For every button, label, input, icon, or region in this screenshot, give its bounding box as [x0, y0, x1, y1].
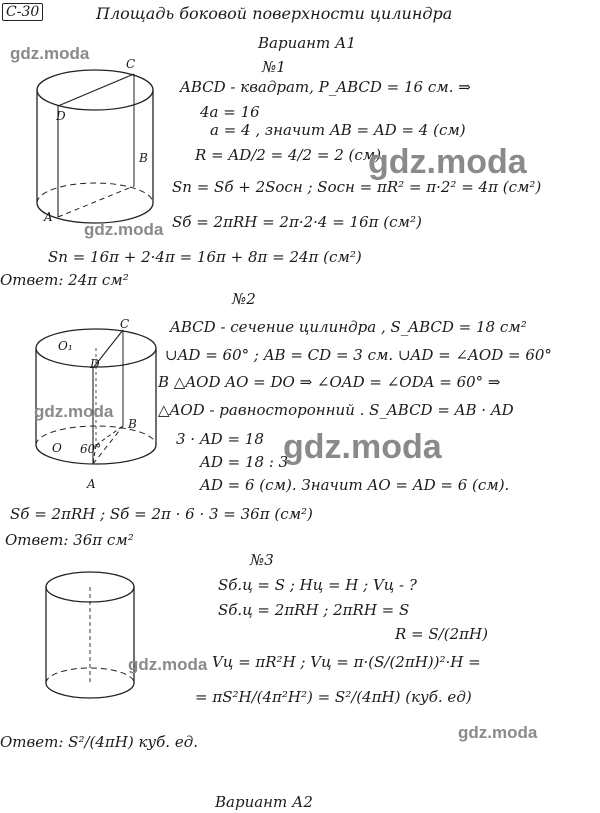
- task1-line: Sб = 2πRH = 2π·2·4 = 16π (см²): [172, 213, 422, 231]
- fig2-label-b: B: [128, 417, 137, 431]
- fig1-label-a: A: [44, 210, 53, 224]
- fig2-label-o1: O₁: [58, 339, 73, 353]
- task2-number: №2: [232, 290, 256, 308]
- cylinder-figure-3: [40, 565, 150, 710]
- task2-line: AD = 6 (см). Значит AO = AD = 6 (см).: [200, 476, 510, 494]
- fig1-label-d: D: [56, 109, 66, 123]
- cylinder-figure-1: [30, 57, 170, 230]
- task2-line: Sб = 2πRH ; Sб = 2π · 6 · 3 = 36π (см²): [10, 505, 313, 523]
- task1-line: Sп = Sб + 2Sосн ; Sосн = πR² = π·2² = 4π (см²): [172, 178, 542, 196]
- fig1-label-b: B: [139, 151, 148, 165]
- fig2-label-a: A: [87, 477, 96, 491]
- task3-number: №3: [250, 551, 274, 569]
- task1-answer: Ответ: 24π см²: [0, 271, 129, 289]
- task1-line: Sп = 16π + 2·4π = 16π + 8π = 24π (см²): [48, 248, 362, 266]
- task1-line: ABCD - квадрат, P_ABCD = 16 см. ⇒: [180, 78, 471, 96]
- task2-line: AD = 18 : 3: [200, 453, 289, 471]
- task2-line: ∪AD = 60° ; AB = CD = 3 см. ∪AD = ∠AOD = 60°: [165, 346, 552, 364]
- task2-answer: Ответ: 36π см²: [5, 531, 134, 549]
- watermark: gdz.moda: [283, 428, 442, 466]
- task1-line: a = 4 , значит AB = AD = 4 (см): [210, 121, 466, 139]
- watermark: gdz.moda: [10, 44, 90, 63]
- fig2-label-angle: 60°: [80, 442, 102, 456]
- task2-line: В △AOD AO = DO ⇒ ∠OAD = ∠ODA = 60° ⇒: [158, 373, 501, 391]
- task2-line: △AOD - равносторонний . S_ABCD = AB · AD: [158, 401, 514, 419]
- watermark: gdz.moda: [368, 143, 527, 181]
- watermark: gdz.moda: [128, 655, 208, 674]
- task3-answer: Ответ: S²/(4πH) куб. ед.: [0, 733, 198, 751]
- fig1-label-c: C: [126, 57, 136, 71]
- fig2-label-o: O: [52, 441, 62, 455]
- fig2-label-c: C: [120, 317, 130, 331]
- task1-number: №1: [262, 58, 286, 76]
- page-title: Площадь боковой поверхности цилиндра: [96, 4, 453, 23]
- task3-line: R = S/(2πH): [395, 625, 488, 643]
- variant-title-next: Вариант А2: [215, 793, 313, 811]
- watermark: gdz.moda: [34, 402, 114, 421]
- task3-line: = πS²H/(4π²H²) = S²/(4πH) (куб. ед): [195, 688, 472, 706]
- task3-line: Vц = πR²H ; Vц = π·(S/(2πH))²·H =: [212, 653, 481, 671]
- task3-line: Sб.ц = 2πRH ; 2πRH = S: [218, 601, 410, 619]
- task1-line: R = AD/2 = 4/2 = 2 (см): [195, 146, 382, 164]
- watermark: gdz.moda: [458, 723, 538, 742]
- task2-line: 3 · AD = 18: [176, 430, 264, 448]
- page-tag: С-30: [2, 3, 43, 21]
- fig2-label-d: D: [90, 357, 100, 371]
- task3-line: Sб.ц = S ; Hц = H ; Vц - ?: [218, 576, 417, 594]
- variant-title: Вариант А1: [258, 34, 356, 52]
- task1-line: 4a = 16: [200, 103, 260, 121]
- watermark: gdz.moda: [84, 220, 164, 239]
- task2-line: ABCD - сечение цилиндра , S_ABCD = 18 см²: [170, 318, 527, 336]
